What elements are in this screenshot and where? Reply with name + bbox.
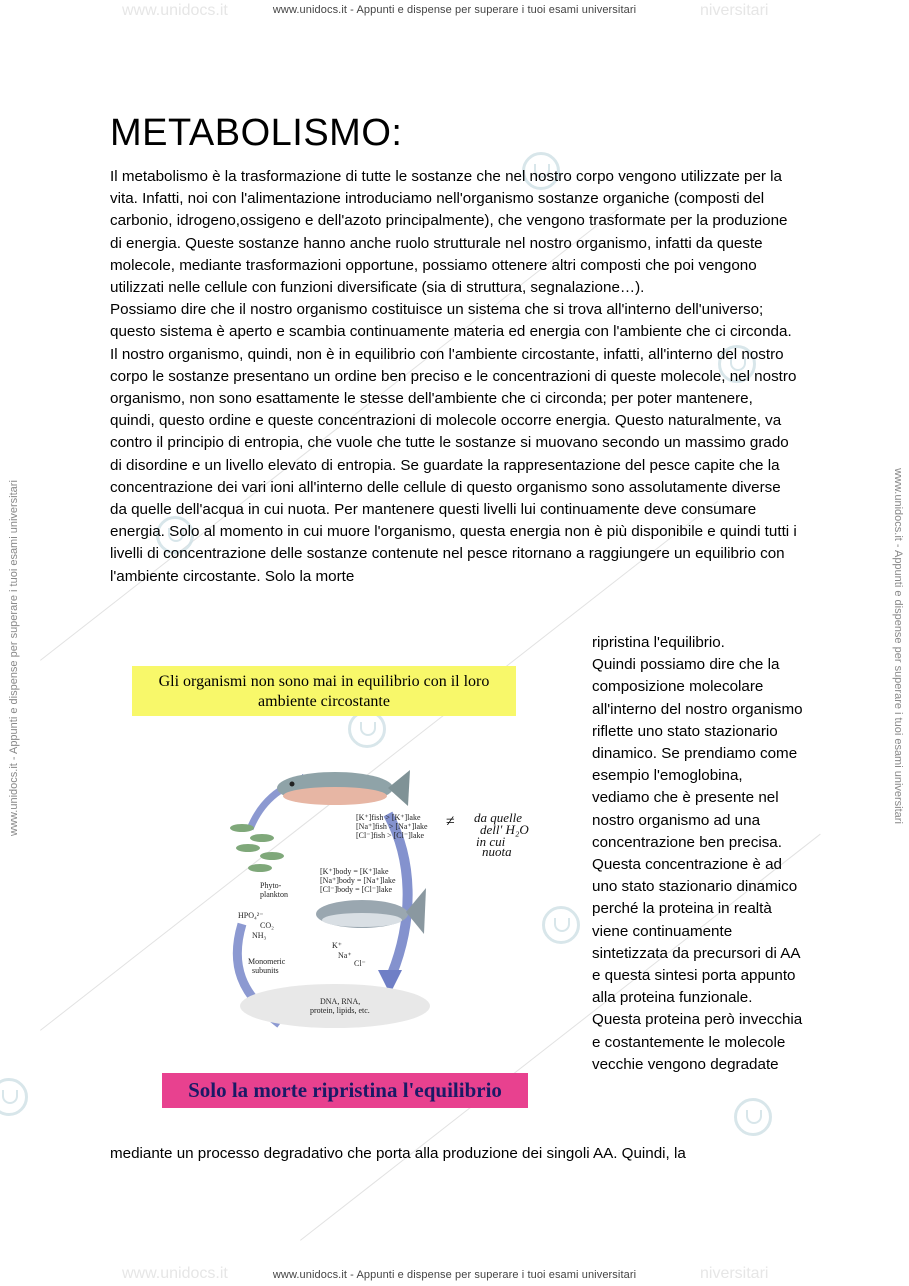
cycle-diagram	[130, 664, 530, 1114]
handwritten-note-4: nuota	[482, 844, 512, 859]
bottom-line: mediante un processo degradativo che porta alla produzione dei singoli AA. Quindi, la	[110, 1145, 686, 1162]
label-k: K⁺	[332, 941, 342, 950]
label-monomeric: Monomeric	[248, 957, 286, 966]
paragraph-2: Possiamo dire che il nostro organismo costituisce un sistema che si trova all'interno dell'universo; questo sistema è aperto e scambia continuamente materia ed energia con l'ambiente che ci circonda. Il nostro organismo, quindi, non è in equilibrio con l'ambiente circostante, infatti, all'interno del nostro corpo le sostanze presentano un ordine ben preciso e le concentrazioni di queste molecole, nel nostro organismo, non sono esattamente le stesse dell'ambiente che ci circonda; per poter mantenere, quindi, questo ordine e queste concentrazioni di molecole occorre energia. Questo naturalmente, va contro il principio di entropia, che vuole che tutte le sostanze si muovano secondo un massimo grado di disordine e un livello elevato di entropia. Se guardate la rappresentazione del pesce capite che la concentrazione dei vari ioni all'interno delle cellule di questo organismo sono assolutamente diverse da quelle dell'acqua in cui nuota. Per mantenere questi livelli lui continuamente deve consumare energia. Solo al momento in cui muore l'organismo, questa energia non è più disponibile e quindi tutti i livelli di concentrazione delle sostanze contenute nel pesce ritornano a raggiungere un equilibrio con l'ambiente circostante. Solo la morte	[110, 301, 797, 585]
handwritten-note-1: da quelle	[474, 810, 523, 825]
watermark-ghost-bottom-left: www.unidocs.it	[122, 1265, 228, 1282]
watermark-ghost-top-left: www.unidocs.it	[122, 2, 228, 19]
label-fish-na: [Na⁺]fish > [Na⁺]lake	[356, 822, 428, 831]
watermark-footer: www.unidocs.it - Appunti e dispense per superare i tuoi esami universitari	[272, 1269, 637, 1281]
main-text	[110, 166, 800, 588]
label-body-k: [K⁺]body = [K⁺]lake	[320, 867, 389, 876]
label-subunits: subunits	[252, 966, 279, 975]
watermark-ghost-bottom-right: niversitari	[700, 1265, 769, 1282]
watermark-logo-icon	[542, 906, 580, 944]
label-dna: DNA, RNA,	[320, 997, 361, 1006]
watermark-side-left: www.unidocs.it - Appunti e dispense per superare i tuoi esami universitari	[8, 480, 20, 836]
watermark-side-right: www.unidocs.it - Appunti e dispense per superare i tuoi esami universitari	[892, 468, 904, 824]
not-equal-sign: ≠	[446, 813, 455, 830]
figure-banner-bottom: Solo la morte ripristina l'equilibrio	[162, 1073, 528, 1108]
side-line-1: ripristina l'equilibrio.	[592, 634, 725, 651]
watermark-header: www.unidocs.it - Appunti e dispense per superare i tuoi esami universitari	[272, 4, 637, 16]
watermark-logo-icon	[734, 1098, 772, 1136]
small-fishes-icon	[230, 824, 284, 872]
label-na: Na⁺	[338, 951, 352, 960]
paragraph-1: Il metabolismo è la trasformazione di tutte le sostanze che nel nostro corpo vengono utilizzate per la vita. Infatti, noi con l'alimentazione introduciamo nell'organismo sostanze organiche (composti del carbonio, idrogeno,ossigeno e dell'azoto principalmente), che vengono trasformate per la produzione di energia. Queste sostanze hanno anche ruolo strutturale nel nostro organismo, infatti da queste molecole, mediante trasformazioni opportune, possiamo ottenere altri composti che poi vengono utilizzati nelle cellule con funzioni diversificate (sia di struttura, segnalazione…).	[110, 168, 788, 297]
label-fish-cl: [Cl⁻]fish > [Cl⁻]lake	[356, 831, 425, 840]
watermark-logo-icon	[0, 1078, 28, 1116]
salmon-live-icon	[277, 770, 410, 806]
equilibrium-figure	[130, 664, 530, 1114]
label-phyto: Phyto-	[260, 881, 282, 890]
label-nh3: NH₃	[252, 931, 267, 940]
label-body-na: [Na⁺]body = [Na⁺]lake	[320, 876, 396, 885]
label-protein: protein, lipids, etc.	[310, 1006, 370, 1015]
page-title: METABOLISMO:	[110, 112, 403, 154]
label-cl: Cl⁻	[354, 959, 366, 968]
label-hpo4: HPO₄²⁻	[238, 911, 264, 920]
handwritten-note-3: in cui	[476, 834, 506, 849]
side-text	[592, 632, 804, 1076]
handwritten-note-2: dell' H₂O	[480, 822, 529, 837]
label-plankton: plankton	[260, 890, 288, 899]
label-body-cl: [Cl⁻]body = [Cl⁻]lake	[320, 885, 393, 894]
label-fish-k: [K⁺]fish > [K⁺]lake	[356, 813, 421, 822]
watermark-ghost-top-right: niversitari	[700, 2, 769, 19]
label-co2: CO₂	[260, 921, 274, 930]
side-paragraph: Quindi possiamo dire che la composizione molecolare all'interno del nostro organismo riflette uno stato stazionario dinamico. Se prendiamo come esempio l'emoglobina, vediamo che è presente nel nostro organismo ad una concentrazione ben precisa. Questa concentrazione è ad uno stato stazionario dinamico perché la proteina in realtà viene continuamente sintetizzata da precursori di AA e questa sintesi porta appunto alla proteina funzionale. Questa proteina però invecchia e costantemente le molecole vecchie vengono degradate	[592, 656, 803, 1073]
figure-banner-top: Gli organismi non sono mai in equilibrio con il loro ambiente circostante	[132, 666, 516, 716]
